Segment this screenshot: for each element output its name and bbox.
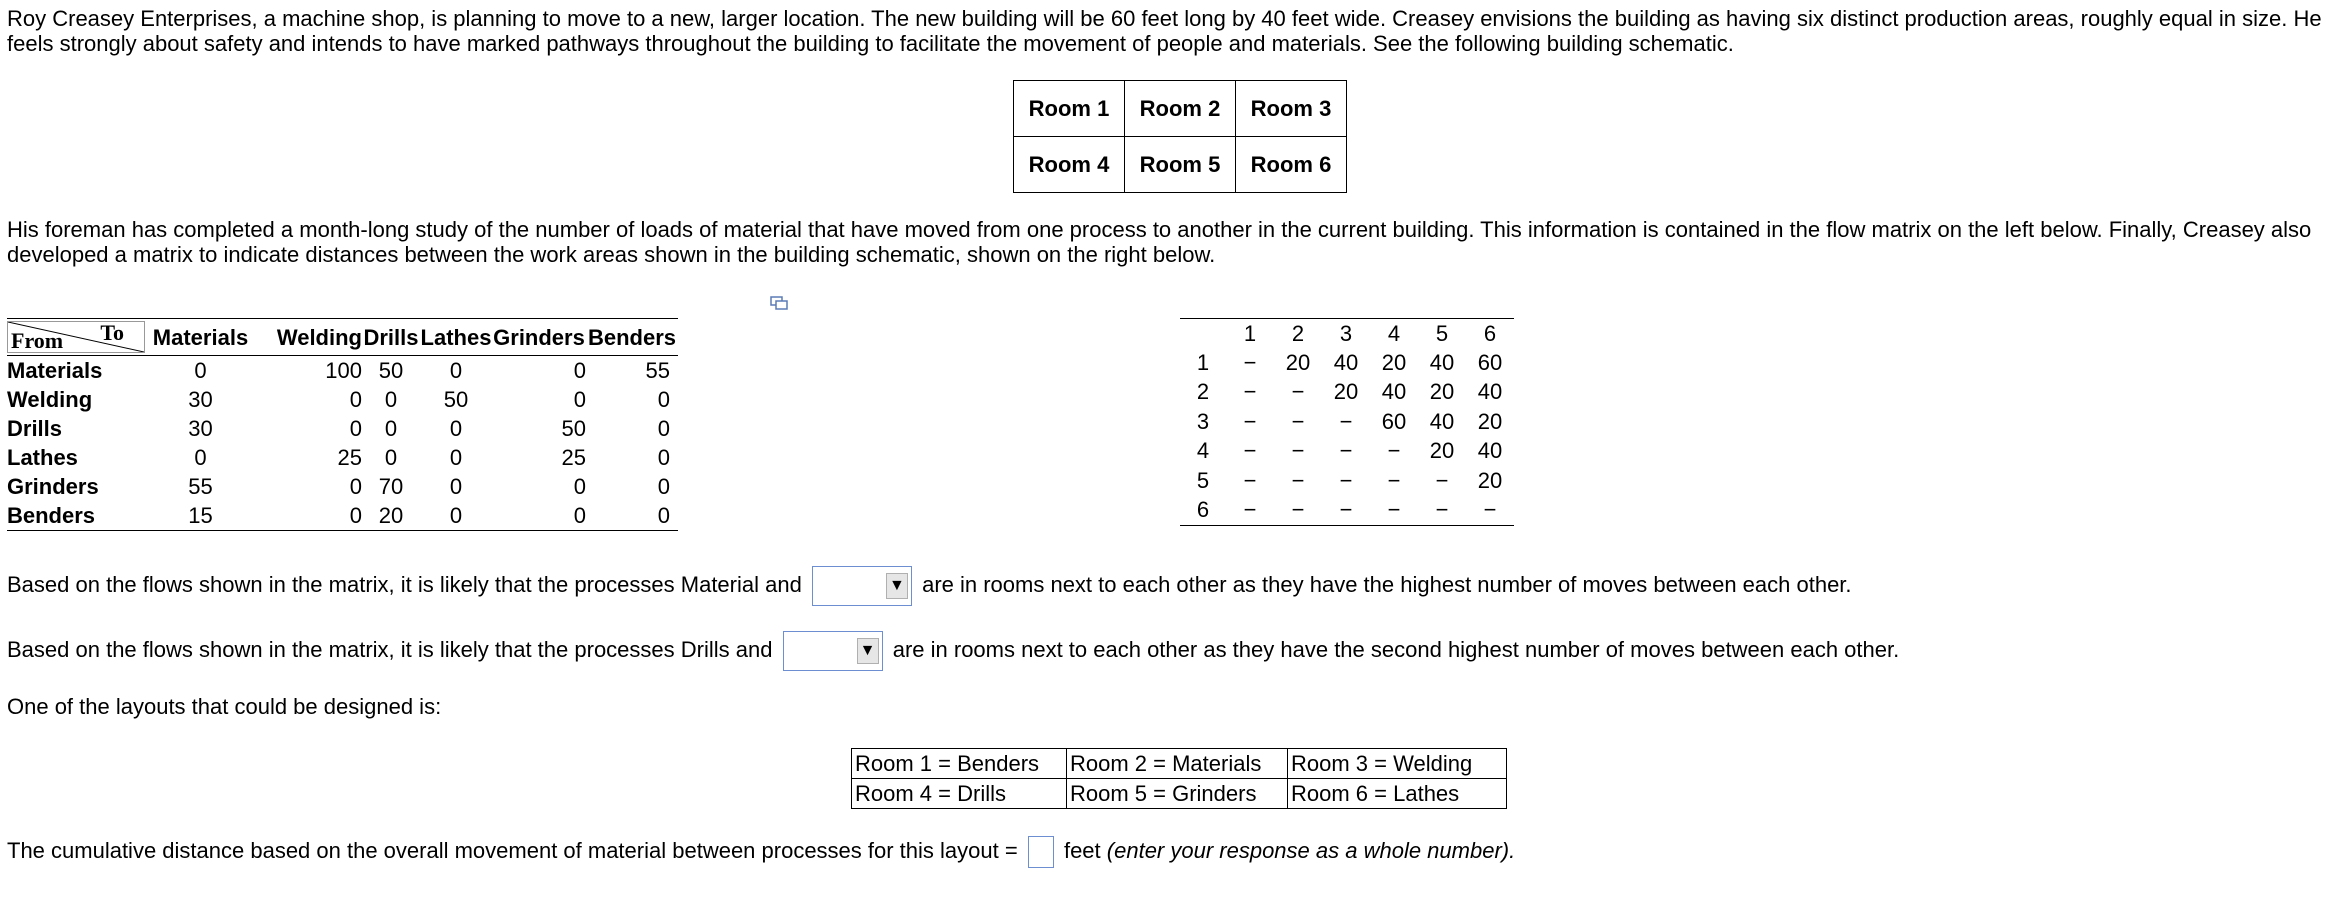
layout-table xyxy=(851,748,1507,809)
dist-cell: − xyxy=(1291,408,1305,434)
flow-cell: 30 xyxy=(188,387,213,412)
flow-cell: 0 xyxy=(573,503,586,528)
flow-row-label: Lathes xyxy=(7,445,78,470)
dist-cell: 60 xyxy=(1477,349,1503,375)
dist-cell: 40 xyxy=(1477,438,1503,464)
layout-intro: One of the layouts that could be designed is: xyxy=(7,694,442,719)
layout-cell: Room 5 = Grinders xyxy=(1067,779,1288,809)
dist-cell: 20 xyxy=(1477,467,1503,493)
flow-cell: 0 xyxy=(349,416,362,441)
chevron-down-icon[interactable]: ▼ xyxy=(857,638,879,664)
flow-cell: 0 xyxy=(449,358,463,383)
flow-row xyxy=(7,385,678,414)
flow-cell: 0 xyxy=(349,503,362,528)
dist-cell: − xyxy=(1291,438,1305,464)
flow-cell: 0 xyxy=(657,387,670,412)
dist-cell: 20 xyxy=(1429,379,1455,405)
flow-cell: 0 xyxy=(449,416,463,441)
flow-cell: 0 xyxy=(384,416,398,441)
dist-cell: − xyxy=(1243,408,1257,434)
dist-cell: 20 xyxy=(1285,349,1311,375)
layout-cell: Room 1 = Benders xyxy=(852,749,1067,779)
flow-row-label: Drills xyxy=(7,416,63,441)
dist-row-label: 1 xyxy=(1196,349,1210,375)
schematic-room-3: Room 3 xyxy=(1236,81,1347,137)
dist-cell: 20 xyxy=(1477,408,1503,434)
dist-row xyxy=(1180,496,1514,526)
flow-cell: 15 xyxy=(188,503,213,528)
q1-text-before: Based on the flows shown in the matrix, it is likely that the processes Material and xyxy=(7,572,802,597)
cumulative-distance-input[interactable] xyxy=(1028,836,1054,868)
flow-cell: 0 xyxy=(657,503,670,528)
dist-row-label: 6 xyxy=(1196,497,1210,522)
distance-matrix xyxy=(1180,318,1514,526)
flow-cell: 0 xyxy=(657,445,670,470)
flow-matrix xyxy=(7,318,678,531)
dist-col-header: 1 xyxy=(1243,320,1257,346)
flow-cell: 20 xyxy=(378,503,404,528)
q2-text-after: are in rooms next to each other as they have the second highest number of moves between each other. xyxy=(892,637,1900,662)
col-header: Grinders xyxy=(493,324,585,350)
col-header: Lathes xyxy=(420,324,492,350)
q3-text-before: The cumulative distance based on the overall movement of material between processes for this layout = xyxy=(7,838,1018,863)
dist-cell: − xyxy=(1387,438,1401,464)
dist-cell: 20 xyxy=(1333,379,1359,405)
flow-cell: 30 xyxy=(188,416,213,441)
dist-cell: − xyxy=(1291,497,1305,522)
flow-cell: 25 xyxy=(337,445,362,470)
question-1 xyxy=(7,564,2337,606)
q1-text-after: are in rooms next to each other as they have the highest number of moves between each other. xyxy=(922,572,1852,597)
dist-cell: 40 xyxy=(1477,379,1503,405)
dist-cell: − xyxy=(1435,467,1449,493)
schematic-room-2: Room 2 xyxy=(1125,81,1236,137)
dist-cell: − xyxy=(1243,438,1257,464)
flow-cell: 0 xyxy=(657,474,670,499)
dist-cell: − xyxy=(1339,497,1353,522)
dist-cell: − xyxy=(1243,467,1257,493)
dist-cell: 40 xyxy=(1333,349,1359,375)
dist-cell: − xyxy=(1243,349,1257,375)
schematic-room-4: Room 4 xyxy=(1014,137,1125,193)
dist-col-header: 6 xyxy=(1483,320,1497,346)
dist-cell: − xyxy=(1291,467,1305,493)
flow-cell: 0 xyxy=(573,387,586,412)
flow-row xyxy=(7,443,678,472)
dist-cell: − xyxy=(1387,497,1401,522)
layout-cell: Room 4 = Drills xyxy=(852,779,1067,809)
q2-text-before: Based on the flows shown in the matrix, it is likely that the processes Drills and xyxy=(7,637,773,662)
dist-row-label: 3 xyxy=(1196,408,1210,434)
flow-row xyxy=(7,472,678,501)
flow-cell: 0 xyxy=(657,416,670,441)
from-to-corner xyxy=(7,321,145,353)
schematic-room-6: Room 6 xyxy=(1236,137,1347,193)
dist-cell: 40 xyxy=(1429,408,1455,434)
layout-cell: Room 2 = Materials xyxy=(1067,749,1288,779)
chevron-down-icon[interactable]: ▼ xyxy=(886,573,908,599)
flow-row-label: Grinders xyxy=(7,474,99,499)
dist-cell: − xyxy=(1483,497,1497,522)
flow-cell: 0 xyxy=(194,445,207,470)
flow-cell: 0 xyxy=(384,445,398,470)
flow-row-label: Benders xyxy=(7,503,96,528)
flow-row xyxy=(7,414,678,443)
dist-row-label: 5 xyxy=(1196,467,1210,493)
flow-cell: 0 xyxy=(573,358,586,383)
from-label: From xyxy=(11,328,64,353)
dist-row xyxy=(1180,348,1514,378)
dist-cell: − xyxy=(1435,497,1449,522)
q3-unit: feet xyxy=(1063,838,1101,863)
col-header: Materials xyxy=(152,324,249,350)
flow-cell: 50 xyxy=(561,416,586,441)
col-header: Benders xyxy=(587,324,677,350)
flow-row xyxy=(7,501,678,531)
dist-cell: 20 xyxy=(1381,349,1407,375)
dist-cell: − xyxy=(1387,467,1401,493)
col-header: Drills xyxy=(363,324,419,350)
dist-cell: − xyxy=(1291,379,1305,405)
col-header: Welding xyxy=(276,324,362,350)
flow-row xyxy=(7,356,678,386)
schematic-room-5: Room 5 xyxy=(1125,137,1236,193)
to-label: To xyxy=(100,320,124,345)
dist-cell: 40 xyxy=(1381,379,1407,405)
dist-cell: − xyxy=(1243,379,1257,405)
dist-cell: − xyxy=(1339,408,1353,434)
q2-process-dropdown[interactable] xyxy=(783,631,883,671)
dist-row-label: 2 xyxy=(1196,379,1210,405)
flow-cell: 0 xyxy=(449,445,463,470)
flow-row-label: Materials xyxy=(7,358,103,383)
flow-row-label: Welding xyxy=(7,387,93,412)
flow-cell: 55 xyxy=(645,358,670,383)
building-schematic xyxy=(1013,80,1347,193)
flow-cell: 70 xyxy=(378,474,404,499)
schematic-room-1: Room 1 xyxy=(1014,81,1125,137)
dist-cell: − xyxy=(1339,467,1353,493)
dist-col-header: 4 xyxy=(1387,320,1401,346)
flow-cell: 0 xyxy=(573,474,586,499)
q3-hint: (enter your response as a whole number). xyxy=(1106,838,1516,863)
layout-cell: Room 3 = Welding xyxy=(1288,749,1507,779)
dist-cell: − xyxy=(1243,497,1257,522)
flow-cell: 0 xyxy=(349,387,362,412)
dist-col-header: 3 xyxy=(1339,320,1353,346)
flow-cell: 0 xyxy=(349,474,362,499)
flow-cell: 55 xyxy=(188,474,213,499)
dist-row-label: 4 xyxy=(1196,438,1210,464)
flow-cell: 50 xyxy=(443,387,469,412)
question-2 xyxy=(7,629,2337,671)
dist-col-header: 5 xyxy=(1435,320,1449,346)
dist-row xyxy=(1180,466,1514,496)
dist-cell: 60 xyxy=(1381,408,1407,434)
question-3 xyxy=(7,830,2337,872)
dist-row xyxy=(1180,378,1514,408)
layout-cell: Room 6 = Lathes xyxy=(1288,779,1507,809)
dist-row xyxy=(1180,437,1514,467)
foreman-paragraph: His foreman has completed a month-long study of the number of loads of material that have moved from one process to another in the current building. This information is contained in the flow matrix on the left below. Finally, Creasey also developed a matrix to indicate distances between the work areas shown in the building schematic, shown on the right below. xyxy=(7,217,2312,267)
intro-paragraph: Roy Creasey Enterprises, a machine shop, is planning to move to a new, larger location. The new building will be 60 feet long by 40 feet wide. Creasey envisions the building as having six distinct production areas, roughly equal in size. He feels strongly about safety and intends to have marked pathways throughout the building to facilitate the movement of people and materials. See the following building schematic. xyxy=(7,6,2322,56)
flow-cell: 50 xyxy=(378,358,404,383)
flow-cell: 25 xyxy=(561,445,586,470)
flow-cell: 0 xyxy=(449,474,463,499)
dist-cell: − xyxy=(1339,438,1353,464)
dist-cell: 40 xyxy=(1429,349,1455,375)
copy-table-icon[interactable] xyxy=(770,295,788,311)
flow-cell: 0 xyxy=(384,387,398,412)
q1-process-dropdown[interactable] xyxy=(812,566,912,606)
flow-cell: 0 xyxy=(449,503,463,528)
dist-cell: 20 xyxy=(1429,438,1455,464)
dist-row xyxy=(1180,407,1514,437)
dist-col-header: 2 xyxy=(1291,320,1305,346)
flow-cell: 0 xyxy=(194,358,207,383)
flow-cell: 100 xyxy=(325,358,362,383)
